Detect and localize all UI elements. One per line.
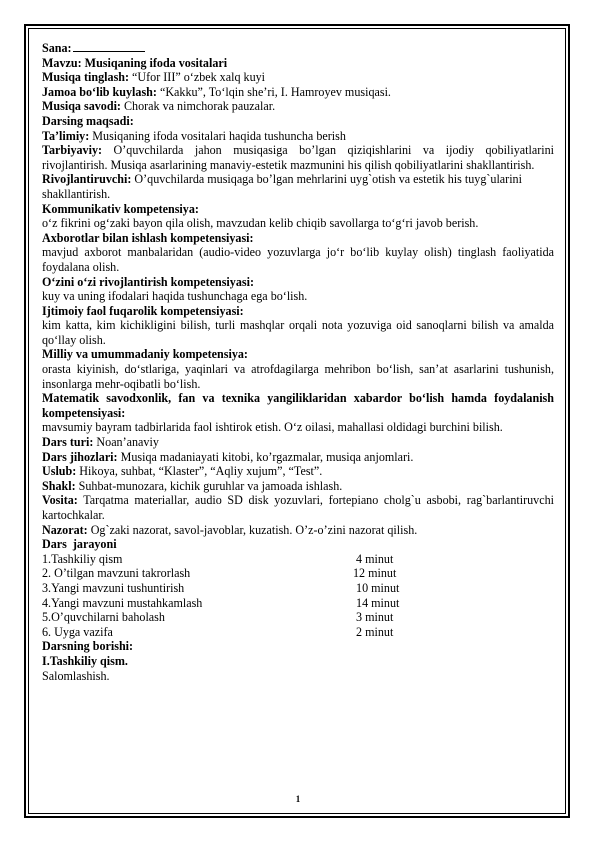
page-number: 1 bbox=[295, 794, 301, 804]
lesson-step-row: 4.Yangi mavzuni mustahkamlash 14 minut bbox=[42, 595, 400, 610]
section-heading: O‘zini o‘zi rivojlantirish kompetensiyasi: bbox=[42, 274, 254, 289]
info-line: Musiqa savodi: Chorak va nimchorak pauzalar. bbox=[42, 99, 276, 114]
info-line: Dars jihozlari: Musiqa madaniayati kitobi, ko’rgazmalar, musiqa anjomlari. bbox=[42, 449, 414, 464]
info-line: Darsing maqsadi: bbox=[42, 113, 134, 128]
lesson-step-row: 6. Uyga vazifa 2 minut bbox=[42, 624, 394, 639]
section-heading: Milliy va umummadaniy kompetensiya: bbox=[42, 347, 248, 362]
section-heading: Ijtimoiy faol fuqarolik kompetensiyasi: bbox=[42, 303, 244, 318]
section-text: kim katta, kim kichikligini bilish, turli mashqlar orqali nota yozuviga oid sanoqlarni bilish va amalda qo‘llay olish. bbox=[42, 318, 554, 347]
section-text: orasta kiyinish, do‘stlariga, yaqinlari va atrofdagilarga mehribon bo‘lish, san’at asarlarini tushunish, insonlarga mehr-oqibatli bo‘lish. bbox=[42, 362, 554, 391]
section-text: kuy va uning ifodalari haqida tushunchaga ega bo‘lish. bbox=[42, 289, 308, 304]
tashkiliy-heading: I.Tashkiliy qism. bbox=[42, 653, 128, 668]
section-heading: Matematik savodxonlik, fan va texnika yangiliklaridan xabardor bo‘lish hamda foydalanish kompetensiyasi: bbox=[42, 391, 554, 420]
lesson-step-row: 3.Yangi mavzuni tushuntirish 10 minut bbox=[42, 580, 400, 595]
jarayon-heading: Dars jarayoni bbox=[42, 537, 117, 552]
section-text: mavjud axborot manbalaridan (audio-video yozuvlarga jo‘r bo‘lib kuylay olish) tinglash faoliyatida foydalana olish. bbox=[42, 245, 554, 274]
section-heading: Axborotlar bilan ishlash kompetensiyasi: bbox=[42, 230, 254, 245]
info-line: Shakl: Suhbat-munozara, kichik guruhlar va jamoada ishlash. bbox=[42, 478, 343, 493]
date-blank bbox=[73, 41, 145, 52]
rivojlantiruvchi-paragraph: Rivojlantiruvchi: O’quvchilarda musiqaga bo’lgan mehrlarini uyg`otish va estetik his tuyg`ularini shakllantirish. bbox=[42, 172, 522, 201]
greeting-line: Salomlashish. bbox=[42, 668, 110, 683]
section-heading: Kommunikativ kompetensiya: bbox=[42, 201, 199, 216]
section-text: mavsumiy bayram tadbirlarida faol ishtirok etish. O‘z oilasi, mahallasi oldidagi burchini bilish. bbox=[42, 420, 503, 435]
lesson-step-row: 5.O’quvchilarni baholash 3 minut bbox=[42, 610, 394, 625]
info-line: Jamoa bo‘lib kuylash: “Kakku”, To‘lqin she’ri, I. Hamroyev musiqasi. bbox=[42, 84, 391, 99]
info-line: Mavzu: Musiqaning ifoda vositalari bbox=[42, 55, 228, 70]
tarbiyaviy-paragraph: Tarbiyaviy: O’quvchilarda jahon musiqasiga bo’lgan qiziqishlarini va ijodiy qobiliyatlarini rivojlantirish. Musiqa asarlarining manaviy-estetik mazmunini his qilish qobiliyatlarini shakllantirish. bbox=[42, 143, 554, 172]
info-line: Uslub: Hikoya, suhbat, “Klaster”, “Aqliy xujum”, “Test”. bbox=[42, 464, 323, 479]
info-line: Ta’limiy: Musiqaning ifoda vositalari haqida tushuncha berish bbox=[42, 128, 346, 143]
borishi-heading: Darsning borishi: bbox=[42, 639, 134, 654]
section-text: o‘z fikrini og‘zaki bayon qila olish, mavzudan kelib chiqib savollarga to‘g‘ri javob berish. bbox=[42, 216, 479, 231]
lesson-step-row: 2. O’tilgan mavzuni takrorlash 12 minut bbox=[42, 566, 397, 581]
date-line bbox=[42, 41, 554, 56]
lesson-step-row: 1.Tashkiliy qism 4 minut bbox=[42, 551, 394, 566]
date-label: Sana: bbox=[42, 41, 72, 55]
info-line: Dars turi: Noan’anaviy bbox=[42, 435, 159, 450]
info-line: Musiqa tinglash: “Ufor III” o‘zbek xalq kuyi bbox=[42, 70, 266, 85]
vosita-paragraph: Vosita: Tarqatma materiallar, audio SD disk yozuvlari, fortepiano cholg`u asbobi, rag`barlantiruvchi kartochkalar. bbox=[42, 493, 554, 522]
lesson-plan-body bbox=[42, 41, 554, 683]
nazorat-line: Nazorat: Og`zaki nazorat, savol-javoblar, kuzatish. O’z-o’zini nazorat qilish. bbox=[42, 522, 418, 537]
